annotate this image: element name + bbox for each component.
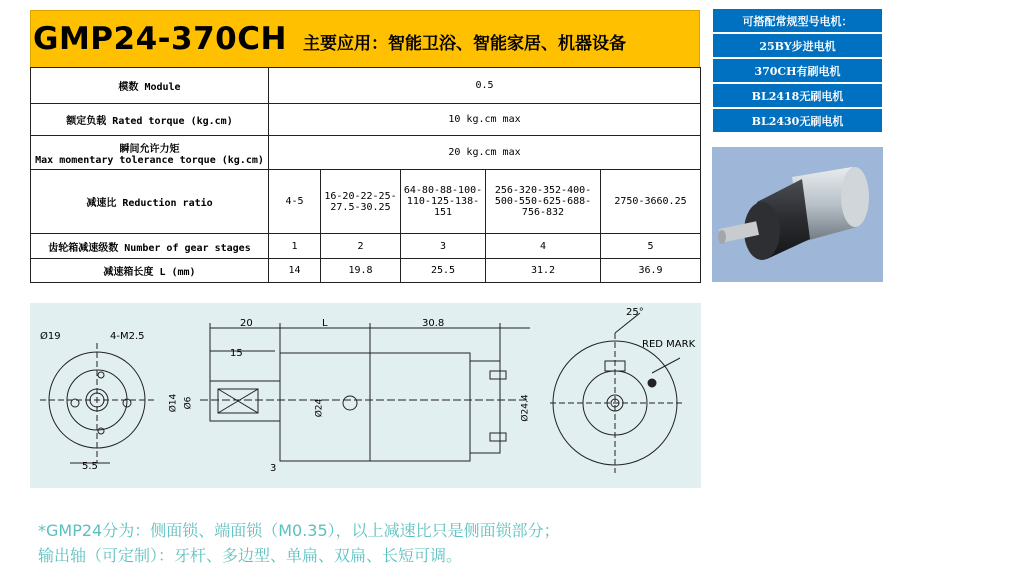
stages-cell: 2 bbox=[321, 234, 401, 259]
length-cell: 36.9 bbox=[601, 259, 701, 283]
ratio-cell: 256-320-352-400-500-550-625-688-756-832 bbox=[486, 170, 601, 234]
dim-label: Ø19 bbox=[40, 331, 61, 342]
dim-label: Ø24.4 bbox=[520, 394, 531, 422]
motor-item: 25BY步进电机 bbox=[712, 33, 883, 58]
stages-label: 齿轮箱减速级数 Number of gear stages bbox=[31, 234, 269, 259]
title-bar bbox=[30, 10, 700, 68]
dim-label: Ø6 bbox=[183, 396, 194, 410]
stages-cell: 5 bbox=[601, 234, 701, 259]
dim-label: 4-M2.5 bbox=[110, 331, 145, 342]
applications-text: 主要应用：智能卫浴、智能家居、机器设备 bbox=[303, 34, 626, 54]
length-cell: 25.5 bbox=[401, 259, 486, 283]
table-row bbox=[31, 259, 701, 283]
footnote bbox=[38, 518, 560, 568]
max-torque-label-cn: 瞬间允许力矩 bbox=[119, 143, 180, 155]
dim-label: 25° bbox=[626, 307, 644, 318]
model-title: GMP24-370CH bbox=[33, 21, 287, 57]
spec-table bbox=[30, 67, 701, 283]
length-cell: 19.8 bbox=[321, 259, 401, 283]
compatible-motors-list bbox=[712, 8, 883, 133]
red-mark-label: RED MARK bbox=[642, 339, 696, 350]
rated-torque-label: 额定负载 Rated torque (kg.cm) bbox=[31, 104, 269, 136]
product-photo bbox=[712, 147, 883, 282]
note-line-2: 输出轴（可定制）：牙杆、多边型、单扁、双扁、长短可调。 bbox=[38, 546, 463, 565]
dim-label: 20 bbox=[240, 318, 253, 329]
stages-cell: 3 bbox=[401, 234, 486, 259]
dim-label: 15 bbox=[230, 348, 243, 359]
ratio-cell: 2750-3660.25 bbox=[601, 170, 701, 234]
ratio-cell: 16-20-22-25-27.5-30.25 bbox=[321, 170, 401, 234]
motor-item: BL2418无刷电机 bbox=[712, 83, 883, 108]
dim-label: 3 bbox=[270, 463, 277, 474]
length-cell: 31.2 bbox=[486, 259, 601, 283]
rated-torque-value: 10 kg.cm max bbox=[269, 104, 701, 136]
ratio-cell: 4-5 bbox=[269, 170, 321, 234]
ratio-cell: 64-80-88-100-110-125-138-151 bbox=[401, 170, 486, 234]
gear-motor-image bbox=[712, 147, 883, 282]
max-torque-label bbox=[31, 136, 269, 170]
dimension-drawing bbox=[30, 303, 701, 488]
stages-cell: 1 bbox=[269, 234, 321, 259]
module-value: 0.5 bbox=[269, 68, 701, 104]
table-row bbox=[31, 234, 701, 259]
motor-item: 370CH有刷电机 bbox=[712, 58, 883, 83]
motor-item: BL2430无刷电机 bbox=[712, 108, 883, 133]
dim-label: 30.8 bbox=[422, 318, 445, 329]
table-row bbox=[31, 104, 701, 136]
table-row bbox=[31, 170, 701, 234]
max-torque-value: 20 kg.cm max bbox=[269, 136, 701, 170]
note-line-1: *GMP24分为：侧面锁、端面锁（M0.35），以上减速比只是侧面锁部分； bbox=[38, 521, 560, 540]
stages-cell: 4 bbox=[486, 234, 601, 259]
dim-label: 5.5 bbox=[82, 461, 98, 472]
dim-label: L bbox=[322, 318, 328, 329]
motors-header: 可搭配常规型号电机： bbox=[712, 8, 883, 33]
max-torque-label-en: Max momentary tolerance torque (kg.cm) bbox=[35, 154, 264, 166]
ratio-label: 减速比 Reduction ratio bbox=[31, 170, 269, 234]
table-row bbox=[31, 68, 701, 104]
length-label: 减速箱长度 L (mm) bbox=[31, 259, 269, 283]
module-label: 模数 Module bbox=[31, 68, 269, 104]
dim-label: Ø24 bbox=[314, 398, 325, 418]
length-cell: 14 bbox=[269, 259, 321, 283]
dim-label: Ø14 bbox=[168, 393, 179, 413]
table-row bbox=[31, 136, 701, 170]
